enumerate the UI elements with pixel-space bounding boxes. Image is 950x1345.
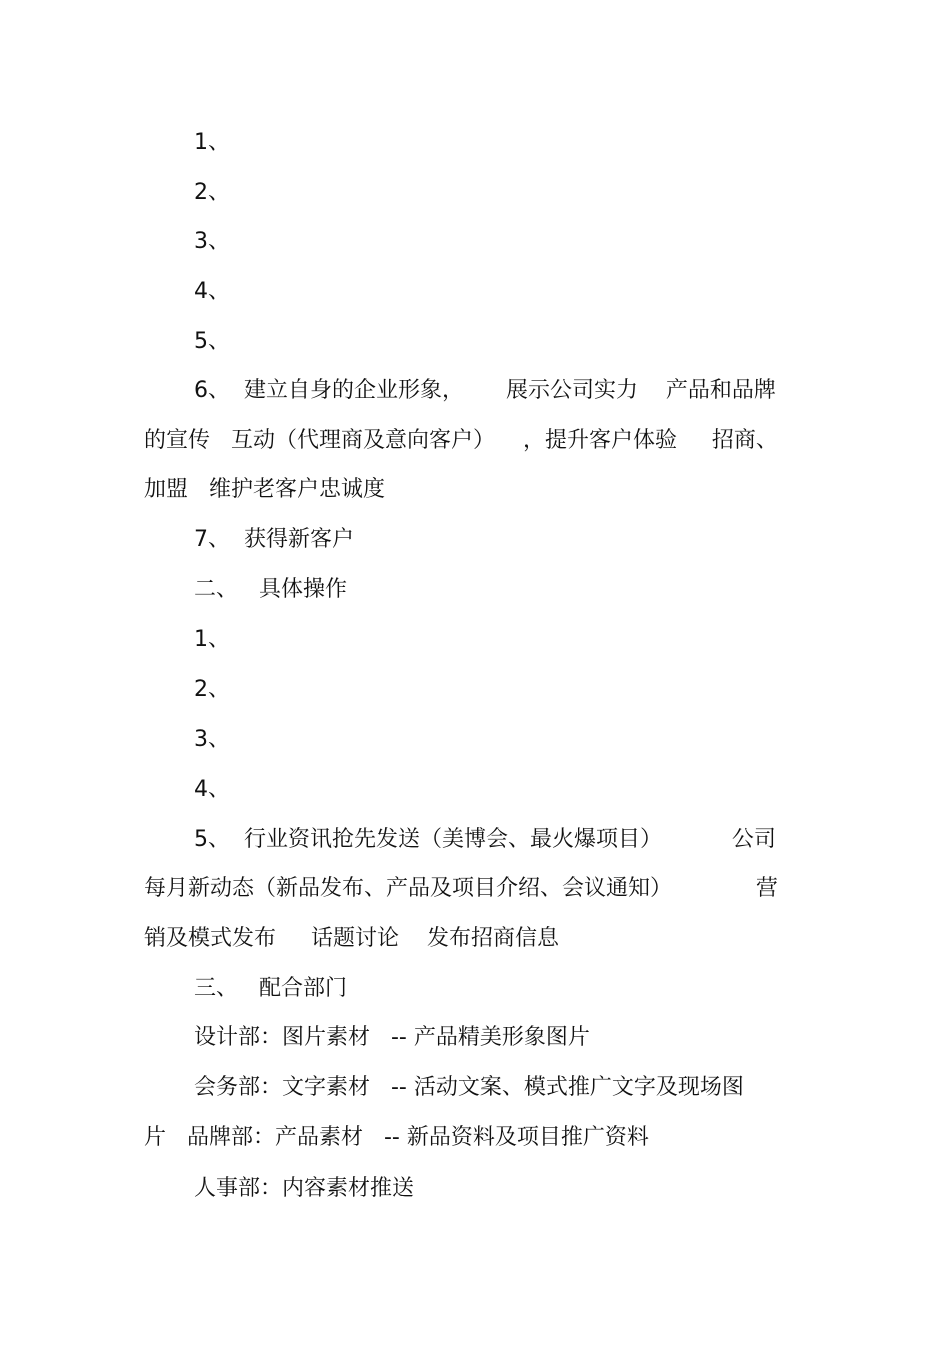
dept-hr: 人事部：内容素材推送 [194,1176,415,1201]
section2-item-3: 3、 [194,727,230,752]
section-heading-2: 二、 具体操作 [194,577,347,602]
list-item-2: 2、 [194,180,230,205]
list-item-1: 1、 [194,130,230,155]
list-item-5: 5、 [194,329,230,354]
dept-design: 设计部：图片素材 -- 产品精美形象图片 [194,1025,590,1050]
list-item-3: 3、 [194,229,230,254]
dept-events-line-2: 片 品牌部：产品素材 -- 新品资料及项目推广资料 [144,1125,649,1150]
section2-item-5-line-3: 销及模式发布 话题讨论 发布招商信息 [144,926,559,951]
section2-item-5-line-2: 每月新动态（新品发布、产品及项目介绍、会议通知） 营 [144,876,778,901]
list-item-6-line-2: 的宣传 互动（代理商及意向客户） ，提升客户体验 招商、 [144,428,778,453]
list-item-6-line-1: 6、 建立自身的企业形象， 展示公司实力 产品和品牌 [194,378,776,403]
list-item-6-line-3: 加盟 维护老客户忠诚度 [144,477,385,502]
section2-item-2: 2、 [194,677,230,702]
section2-item-1: 1、 [194,627,230,652]
section2-item-4: 4、 [194,777,230,802]
section-heading-3: 三、 配合部门 [194,976,347,1001]
list-item-4: 4、 [194,279,230,304]
list-item-7: 7、 获得新客户 [194,527,354,552]
dept-events-line-1: 会务部：文字素材 -- 活动文案、模式推广文字及现场图 [194,1075,744,1100]
section2-item-5-line-1: 5、 行业资讯抢先发送（美博会、最火爆项目） 公司 [194,827,776,852]
